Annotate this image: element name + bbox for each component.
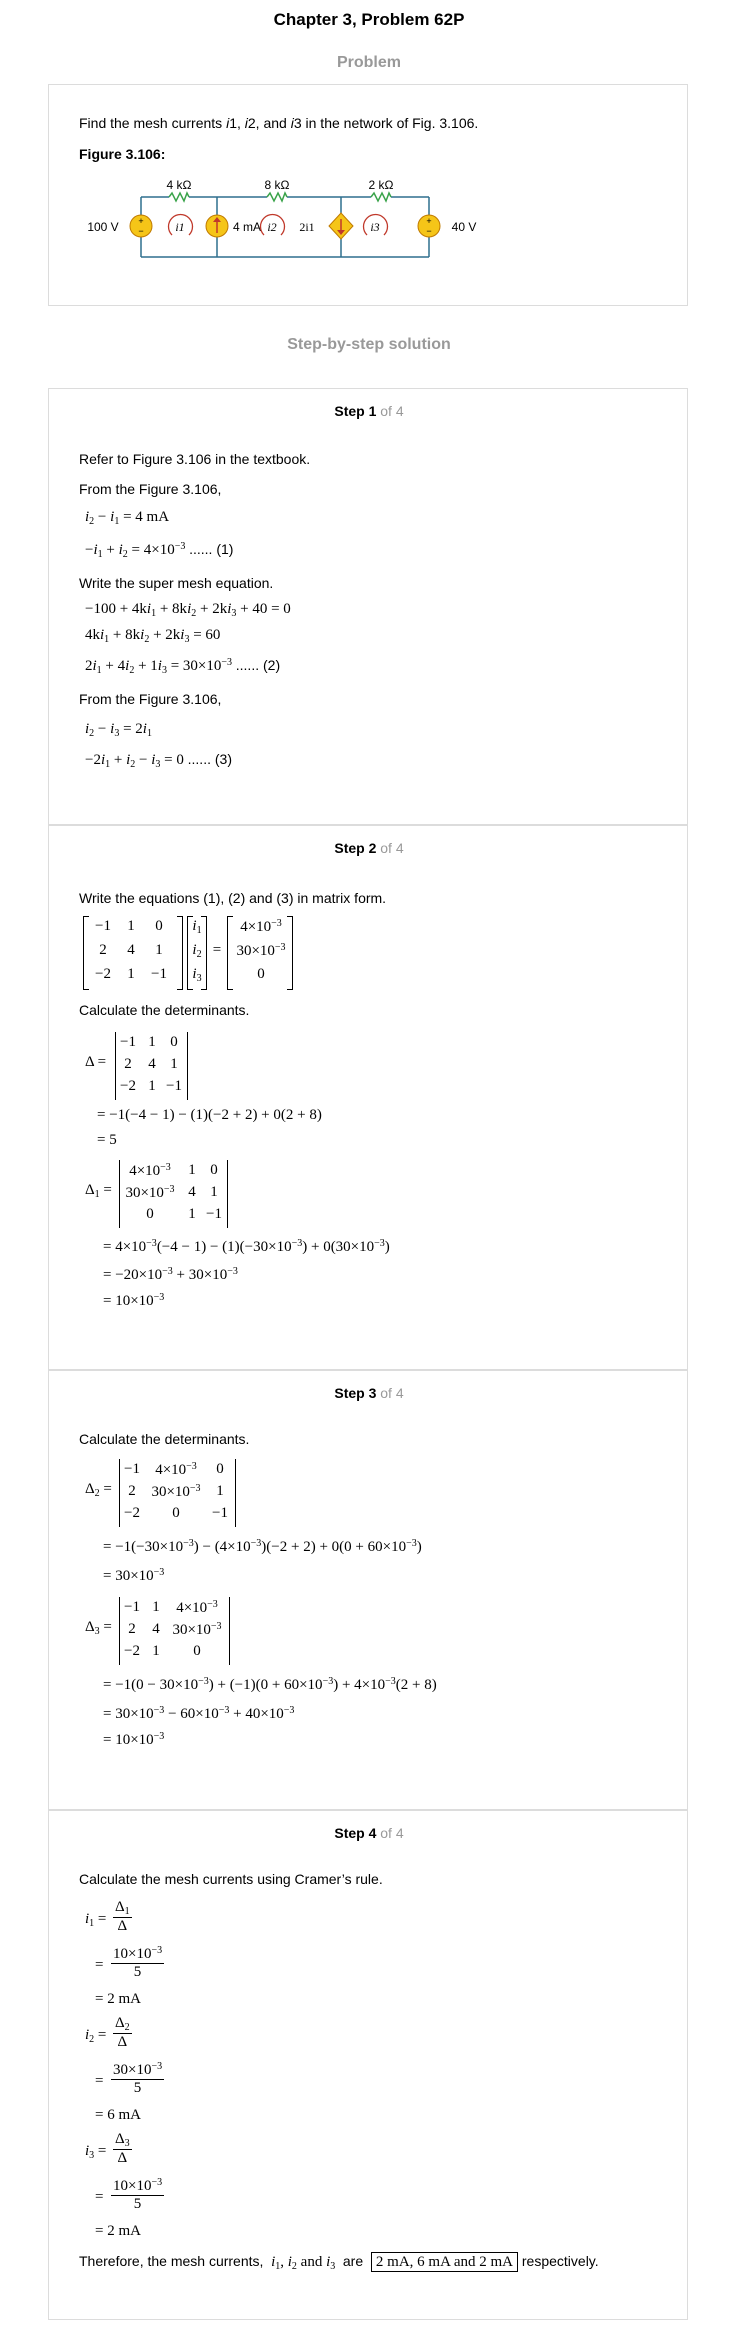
current-source-icon	[206, 215, 228, 237]
step-1-panel	[48, 388, 688, 825]
fraction: $\frac{30\times 10^{-3}}{5}$	[113, 2061, 163, 2096]
figure-label: Figure 3.106:	[79, 146, 166, 162]
conclusion: Therefore, the mesh currents, $i_1$, $i_2$ and $i_3$ are 2 mA, 6 mA and 2 mA respectively.	[79, 2253, 599, 2272]
equation: $i_1$ =	[85, 1911, 107, 1929]
fraction: $\frac{\Delta_3}{\Delta}$	[115, 2131, 130, 2166]
equation: $\Delta_2$ =	[85, 1481, 112, 1499]
fraction: $\frac{10\times 10^{-3}}{5}$	[113, 1945, 163, 1980]
step-2-panel: Step 2 of 4 Write the equations (1), (2) and (3) in matrix form. −1 1 0 2 4 1 −2 1 −1 $i_1$ $i_2$ $i_3$ = $4\times 10^{-3}$ $30\times 10^{-3}$ 0 Calculate the determinants. Δ = −1 1 0 2 4 1 −2 1 −1 = −1(−4 − 1) − (1)(−2 + 2) + 0(2 + 8) = 5 $\Delta_1$ = $4\times 10^{-3}$ 1 0 $30\times 10^{-3}$ 4 1 0 1 −1 = $4\times 10^{-3}(-4 - 1) - (1)(-30\times 10^{-3}) + 0(30\times 10^{-3})$ = $-20\times 10^{-3} + 30\times 10^{-3}$ = $10\times 10^{-3}$	[48, 825, 688, 1370]
step-1-heading: Step 1 of 4	[334, 403, 404, 419]
equation: = $30\times 10^{-3}$	[103, 1567, 165, 1584]
dep-source-label: 2i1	[299, 220, 315, 234]
equation: = $30\times 10^{-3} - 60\times 10^{-3} + 40\times 10^{-3}$	[103, 1705, 295, 1722]
equation: = 6 mA	[95, 2107, 141, 2123]
resistor-r1-label: 4 kΩ	[166, 178, 192, 192]
fraction: $\frac{10\times 10^{-3}}{5}$	[113, 2177, 163, 2212]
dependent-source-icon	[329, 213, 353, 239]
equation: $2i_1 + 4i_2 + 1i_3 = 30\times 10^{-3}$ ...... (2)	[85, 657, 281, 676]
step-2-text: Calculate the determinants.	[79, 1002, 250, 1018]
equation: = −1(−4 − 1) − (1)(−2 + 2) + 0(2 + 8)	[97, 1107, 322, 1123]
step-1-text: From the Figure 3.106,	[79, 691, 222, 707]
mesh-i1-label: i1	[175, 220, 185, 234]
problem-panel	[48, 84, 688, 306]
equation: = 2 mA	[95, 2223, 141, 2239]
mesh-i2-label: i2	[267, 220, 277, 234]
equation: $i_3$ =	[85, 2143, 107, 2161]
resistor-r3-label: 2 kΩ	[368, 178, 394, 192]
equation: = 5	[97, 1132, 117, 1148]
resistor-r2-label: 8 kΩ	[264, 178, 290, 192]
page-title: Chapter 3, Problem 62P	[273, 10, 465, 29]
equation: =	[95, 2073, 104, 2089]
solution-section-title: Step-by-step solution	[287, 336, 451, 353]
step-3-heading: Step 3 of 4	[334, 1385, 404, 1401]
equation: =	[95, 1957, 104, 1973]
equation: = $-1(0 - 30\times 10^{-3}) + (-1)(0 + 60\times 10^{-3}) + 4\times 10^{-3}(2 + 8)$	[103, 1676, 437, 1693]
svg-text:+: +	[138, 216, 144, 226]
voltage-source-right-icon	[418, 215, 440, 237]
v-left-label: 100 V	[87, 220, 119, 234]
circuit-diagram	[69, 177, 477, 277]
equation: = $-1(-30\times 10^{-3}) - (4\times 10^{-3})(-2 + 2) + 0(0 + 60\times 10^{-3})$	[103, 1538, 422, 1555]
step-1-text: Write the super mesh equation.	[79, 575, 274, 591]
equation: $-100 + 4ki_1 + 8ki_2 + 2ki_3 + 40 = 0$	[85, 601, 291, 619]
step-4-panel	[48, 1810, 688, 2320]
v-right-label: 40 V	[451, 220, 477, 234]
equation: = $10\times 10^{-3}$	[103, 1731, 165, 1748]
step-2-heading: Step 2 of 4	[334, 840, 404, 856]
step-3-panel: Step 3 of 4 Calculate the determinants. $\Delta_2$ = −1 $4\times 10^{-3}$ 0 2 $30\times 10^{-3}$ 1 −2 0 −1 = $-1(-30\times 10^{-3}) - (4\times 10^{-3})(-2 + 2) + 0(0 + 60\times 10^{-3})$ = $30\times 10^{-3}$ $\Delta_3$ = −1 1 $4\times 10^{-3}$ 2 4 $30\times 10^{-3}$ −2 1 0 = $-1(0 - 30\times 10^{-3}) + (-1)(0 + 60\times 10^{-3}) + 4\times 10^{-3}(2 + 8)$ = $30\times 10^{-3} - 60\times 10^{-3} + 40\times 10^{-3}$ = $10\times 10^{-3}$	[48, 1370, 688, 1810]
equation: = $4\times 10^{-3}(-4 - 1) - (1)(-30\times 10^{-3}) + 0(30\times 10^{-3})$	[103, 1238, 390, 1255]
equation: = $-20\times 10^{-3} + 30\times 10^{-3}$	[103, 1266, 238, 1283]
step-2-text: Write the equations (1), (2) and (3) in matrix form.	[79, 890, 387, 906]
mesh-i3-label: i3	[370, 220, 380, 234]
matrix-equation: −1 1 0 2 4 1 −2 1 −1 $i_1$ $i_2$ $i_3$ = $4\times 10^{-3}$ $30\times 10^{-3}$ 0	[83, 916, 303, 992]
step-1-text: Refer to Figure 3.106 in the textbook.	[79, 451, 311, 467]
svg-text:−: −	[426, 226, 432, 236]
equation: Δ =	[85, 1054, 107, 1070]
voltage-source-left-icon	[130, 215, 152, 237]
equation: $\Delta_1$ =	[85, 1182, 112, 1200]
equation: $-i_1 + i_2 = 4\times 10^{-3}$ ...... (1)	[85, 541, 234, 560]
step-1-text: From the Figure 3.106,	[79, 481, 222, 497]
fraction: $\frac{\Delta_1}{\Delta}$	[115, 1899, 130, 1934]
svg-text:+: +	[426, 216, 432, 226]
step-3-text: Calculate the determinants.	[79, 1431, 250, 1447]
current-source-label: 4 mA	[232, 220, 262, 234]
svg-text:−: −	[138, 226, 144, 236]
equation: = 2 mA	[95, 1991, 141, 2007]
fraction: $\frac{\Delta_2}{\Delta}$	[115, 2015, 130, 2050]
equation: $-2i_1 + i_2 - i_3 = 0$ ...... (3)	[85, 751, 232, 770]
step-4-heading: Step 4 of 4	[334, 1825, 404, 1841]
equation: = $10\times 10^{-3}$	[103, 1292, 165, 1309]
equation: $i_2$ =	[85, 2027, 107, 2045]
equation: $i_2 - i_1 = 4$ mA	[85, 509, 170, 527]
equation: $i_2 - i_3 = 2i_1$	[85, 721, 152, 739]
step-4-text: Calculate the mesh currents using Cramer’s rule.	[79, 1871, 383, 1887]
equation: $\Delta_3$ =	[85, 1619, 112, 1637]
problem-statement: Find the mesh currents i1, i2, and i3 in the network of Fig. 3.106.	[79, 115, 479, 131]
equation: =	[95, 2189, 104, 2205]
equation: $4ki_1 + 8ki_2 + 2ki_3 = 60$	[85, 627, 221, 645]
problem-section-title: Problem	[336, 54, 401, 71]
answer-box: 2 mA, 6 mA and 2 mA	[371, 2252, 518, 2272]
